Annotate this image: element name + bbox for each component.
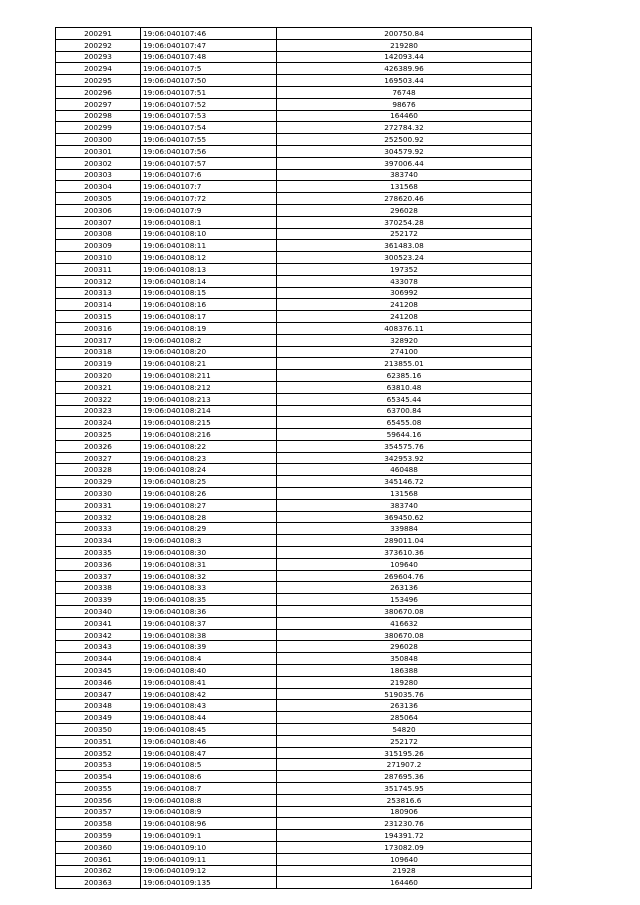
- table-row: [56, 145, 532, 157]
- cadastral-number-cell: 19:06:040108:15: [141, 287, 277, 299]
- cadastral-number-cell: 19:06:040109:10: [141, 841, 277, 853]
- row-id-cell: 200316: [56, 322, 141, 334]
- value-cell: 180906: [277, 806, 532, 818]
- table-row: [56, 747, 532, 759]
- row-id-cell: 200342: [56, 629, 141, 641]
- row-id-cell: 200300: [56, 134, 141, 146]
- cadastral-number-cell: 19:06:040108:24: [141, 464, 277, 476]
- cadastral-number-cell: 19:06:040107:55: [141, 134, 277, 146]
- cadastral-number-cell: 19:06:040108:14: [141, 275, 277, 287]
- value-cell: 186388: [277, 665, 532, 677]
- cadastral-number-cell: 19:06:040108:215: [141, 417, 277, 429]
- row-id-cell: 200321: [56, 381, 141, 393]
- cadastral-number-cell: 19:06:040108:96: [141, 818, 277, 830]
- table-row: [56, 523, 532, 535]
- table-row: [56, 322, 532, 334]
- row-id-cell: 200338: [56, 582, 141, 594]
- table-row: [56, 393, 532, 405]
- value-cell: 361483.08: [277, 240, 532, 252]
- table-row: [56, 511, 532, 523]
- table-row: [56, 287, 532, 299]
- cadastral-number-cell: 19:06:040108:31: [141, 558, 277, 570]
- cadastral-number-cell: 19:06:040108:39: [141, 641, 277, 653]
- row-id-cell: 200359: [56, 830, 141, 842]
- table-row: [56, 440, 532, 452]
- value-cell: 164460: [277, 877, 532, 889]
- value-cell: 383740: [277, 169, 532, 181]
- row-id-cell: 200363: [56, 877, 141, 889]
- value-cell: 219280: [277, 676, 532, 688]
- row-id-cell: 200352: [56, 747, 141, 759]
- value-cell: 296028: [277, 204, 532, 216]
- cadastral-number-cell: 19:06:040107:52: [141, 98, 277, 110]
- row-id-cell: 200351: [56, 735, 141, 747]
- cadastral-number-cell: 19:06:040108:36: [141, 606, 277, 618]
- table-row: [56, 169, 532, 181]
- table-row: [56, 216, 532, 228]
- value-cell: 63810.48: [277, 381, 532, 393]
- value-cell: 285064: [277, 712, 532, 724]
- table-row: [56, 204, 532, 216]
- value-cell: 274100: [277, 346, 532, 358]
- table-row: [56, 63, 532, 75]
- cadastral-number-cell: 19:06:040108:212: [141, 381, 277, 393]
- cadastral-number-cell: 19:06:040108:2: [141, 334, 277, 346]
- table-row: [56, 830, 532, 842]
- table-row: [56, 263, 532, 275]
- value-cell: 296028: [277, 641, 532, 653]
- row-id-cell: 200328: [56, 464, 141, 476]
- row-id-cell: 200337: [56, 570, 141, 582]
- row-id-cell: 200299: [56, 122, 141, 134]
- row-id-cell: 200340: [56, 606, 141, 618]
- table-row: [56, 582, 532, 594]
- cadastral-number-cell: 19:06:040107:53: [141, 110, 277, 122]
- row-id-cell: 200292: [56, 39, 141, 51]
- value-cell: 131568: [277, 181, 532, 193]
- row-id-cell: 200353: [56, 759, 141, 771]
- cadastral-number-cell: 19:06:040109:12: [141, 865, 277, 877]
- row-id-cell: 200320: [56, 370, 141, 382]
- cadastral-number-cell: 19:06:040108:5: [141, 759, 277, 771]
- value-cell: 342953.92: [277, 452, 532, 464]
- table-row: [56, 653, 532, 665]
- cadastral-number-cell: 19:06:040108:44: [141, 712, 277, 724]
- table-row: [56, 134, 532, 146]
- cadastral-number-cell: 19:06:040107:46: [141, 28, 277, 40]
- row-id-cell: 200309: [56, 240, 141, 252]
- cadastral-number-cell: 19:06:040108:23: [141, 452, 277, 464]
- table-row: [56, 370, 532, 382]
- table-row: [56, 51, 532, 63]
- cadastral-number-cell: 19:06:040108:37: [141, 617, 277, 629]
- value-cell: 380670.08: [277, 629, 532, 641]
- cadastral-number-cell: 19:06:040108:211: [141, 370, 277, 382]
- cadastral-number-cell: 19:06:040108:19: [141, 322, 277, 334]
- value-cell: 328920: [277, 334, 532, 346]
- table-row: [56, 381, 532, 393]
- table-row: [56, 794, 532, 806]
- table-row: [56, 252, 532, 264]
- value-cell: 383740: [277, 499, 532, 511]
- table-row: [56, 98, 532, 110]
- value-cell: 350848: [277, 653, 532, 665]
- row-id-cell: 200325: [56, 429, 141, 441]
- value-cell: 408376.11: [277, 322, 532, 334]
- row-id-cell: 200343: [56, 641, 141, 653]
- value-cell: 54820: [277, 724, 532, 736]
- table-row: [56, 558, 532, 570]
- row-id-cell: 200330: [56, 488, 141, 500]
- table-row: [56, 75, 532, 87]
- table-row: [56, 877, 532, 889]
- row-id-cell: 200315: [56, 311, 141, 323]
- value-cell: 62385.16: [277, 370, 532, 382]
- row-id-cell: 200317: [56, 334, 141, 346]
- value-cell: 253816.6: [277, 794, 532, 806]
- cadastral-number-cell: 19:06:040107:7: [141, 181, 277, 193]
- cadastral-number-cell: 19:06:040108:214: [141, 405, 277, 417]
- cadastral-number-cell: 19:06:040108:13: [141, 263, 277, 275]
- value-cell: 76748: [277, 86, 532, 98]
- value-cell: 369450.62: [277, 511, 532, 523]
- row-id-cell: 200362: [56, 865, 141, 877]
- cadastral-number-cell: 19:06:040107:9: [141, 204, 277, 216]
- row-id-cell: 200297: [56, 98, 141, 110]
- row-id-cell: 200319: [56, 358, 141, 370]
- table-row: [56, 488, 532, 500]
- cadastral-number-cell: 19:06:040108:16: [141, 299, 277, 311]
- table-row: [56, 39, 532, 51]
- cadastral-number-cell: 19:06:040108:33: [141, 582, 277, 594]
- cadastral-number-cell: 19:06:040108:41: [141, 676, 277, 688]
- cadastral-number-cell: 19:06:040108:3: [141, 535, 277, 547]
- value-cell: 345146.72: [277, 476, 532, 488]
- row-id-cell: 200361: [56, 853, 141, 865]
- cadastral-number-cell: 19:06:040108:42: [141, 688, 277, 700]
- table-row: [56, 547, 532, 559]
- value-cell: 65345.44: [277, 393, 532, 405]
- value-cell: 21928: [277, 865, 532, 877]
- row-id-cell: 200339: [56, 594, 141, 606]
- table-row: [56, 193, 532, 205]
- row-id-cell: 200333: [56, 523, 141, 535]
- row-id-cell: 200303: [56, 169, 141, 181]
- cadastral-number-cell: 19:06:040108:28: [141, 511, 277, 523]
- row-id-cell: 200329: [56, 476, 141, 488]
- value-cell: 263136: [277, 582, 532, 594]
- table-row: [56, 841, 532, 853]
- value-cell: 351745.95: [277, 783, 532, 795]
- table-row: [56, 499, 532, 511]
- cadastral-number-cell: 19:06:040107:56: [141, 145, 277, 157]
- value-cell: 65455.08: [277, 417, 532, 429]
- value-cell: 194391.72: [277, 830, 532, 842]
- cadastral-number-cell: 19:06:040108:7: [141, 783, 277, 795]
- cadastral-number-cell: 19:06:040108:11: [141, 240, 277, 252]
- table-row: [56, 228, 532, 240]
- table-row: [56, 28, 532, 40]
- row-id-cell: 200301: [56, 145, 141, 157]
- value-cell: 370254.28: [277, 216, 532, 228]
- row-id-cell: 200294: [56, 63, 141, 75]
- table-row: [56, 665, 532, 677]
- value-cell: 306992: [277, 287, 532, 299]
- row-id-cell: 200347: [56, 688, 141, 700]
- value-cell: 213855.01: [277, 358, 532, 370]
- table-row: [56, 311, 532, 323]
- value-cell: 289011.04: [277, 535, 532, 547]
- value-cell: 109640: [277, 853, 532, 865]
- cadastral-number-cell: 19:06:040109:11: [141, 853, 277, 865]
- table-row: [56, 181, 532, 193]
- value-cell: 98676: [277, 98, 532, 110]
- row-id-cell: 200293: [56, 51, 141, 63]
- cadastral-number-cell: 19:06:040108:216: [141, 429, 277, 441]
- cadastral-number-cell: 19:06:040108:47: [141, 747, 277, 759]
- table-row: [56, 712, 532, 724]
- row-id-cell: 200327: [56, 452, 141, 464]
- row-id-cell: 200358: [56, 818, 141, 830]
- table-row: [56, 417, 532, 429]
- cadastral-number-cell: 19:06:040109:135: [141, 877, 277, 889]
- cadastral-number-cell: 19:06:040107:72: [141, 193, 277, 205]
- table-row: [56, 157, 532, 169]
- value-cell: 59644.16: [277, 429, 532, 441]
- table-row: [56, 783, 532, 795]
- cadastral-number-cell: 19:06:040108:40: [141, 665, 277, 677]
- table-row: [56, 86, 532, 98]
- cadastral-number-cell: 19:06:040108:6: [141, 771, 277, 783]
- value-cell: 241208: [277, 311, 532, 323]
- value-cell: 287695.36: [277, 771, 532, 783]
- cadastral-number-cell: 19:06:040108:1: [141, 216, 277, 228]
- value-cell: 339884: [277, 523, 532, 535]
- row-id-cell: 200345: [56, 665, 141, 677]
- value-cell: 460488: [277, 464, 532, 476]
- value-cell: 109640: [277, 558, 532, 570]
- value-cell: 252172: [277, 735, 532, 747]
- cadastral-number-cell: 19:06:040107:50: [141, 75, 277, 87]
- cadastral-number-cell: 19:06:040108:8: [141, 794, 277, 806]
- value-cell: 397006.44: [277, 157, 532, 169]
- cadastral-number-cell: 19:06:040109:1: [141, 830, 277, 842]
- table-row: [56, 346, 532, 358]
- row-id-cell: 200314: [56, 299, 141, 311]
- table-row: [56, 334, 532, 346]
- value-cell: 231230.76: [277, 818, 532, 830]
- cadastral-number-cell: 19:06:040108:35: [141, 594, 277, 606]
- table-row: [56, 358, 532, 370]
- value-cell: 380670.08: [277, 606, 532, 618]
- value-cell: 269604.76: [277, 570, 532, 582]
- table-row: [56, 452, 532, 464]
- cadastral-number-cell: 19:06:040107:6: [141, 169, 277, 181]
- cadastral-number-cell: 19:06:040108:10: [141, 228, 277, 240]
- value-cell: 169503.44: [277, 75, 532, 87]
- row-id-cell: 200312: [56, 275, 141, 287]
- table-row: [56, 700, 532, 712]
- row-id-cell: 200341: [56, 617, 141, 629]
- cadastral-number-cell: 19:06:040107:51: [141, 86, 277, 98]
- row-id-cell: 200310: [56, 252, 141, 264]
- row-id-cell: 200307: [56, 216, 141, 228]
- cadastral-number-cell: 19:06:040108:22: [141, 440, 277, 452]
- value-cell: 426389.96: [277, 63, 532, 75]
- cadastral-number-cell: 19:06:040108:21: [141, 358, 277, 370]
- value-cell: 252500.92: [277, 134, 532, 146]
- table-row: [56, 641, 532, 653]
- row-id-cell: 200306: [56, 204, 141, 216]
- value-cell: 304579.92: [277, 145, 532, 157]
- row-id-cell: 200357: [56, 806, 141, 818]
- row-id-cell: 200360: [56, 841, 141, 853]
- table-row: [56, 429, 532, 441]
- cadastral-number-cell: 19:06:040108:45: [141, 724, 277, 736]
- row-id-cell: 200356: [56, 794, 141, 806]
- table-row: [56, 617, 532, 629]
- row-id-cell: 200334: [56, 535, 141, 547]
- value-cell: 271907.2: [277, 759, 532, 771]
- value-cell: 200750.84: [277, 28, 532, 40]
- cadastral-number-cell: 19:06:040108:29: [141, 523, 277, 535]
- row-id-cell: 200311: [56, 263, 141, 275]
- value-cell: 315195.26: [277, 747, 532, 759]
- cadastral-number-cell: 19:06:040108:30: [141, 547, 277, 559]
- row-id-cell: 200350: [56, 724, 141, 736]
- table-row: [56, 606, 532, 618]
- cadastral-number-cell: 19:06:040108:46: [141, 735, 277, 747]
- value-cell: 63700.84: [277, 405, 532, 417]
- row-id-cell: 200336: [56, 558, 141, 570]
- value-cell: 354575.76: [277, 440, 532, 452]
- cadastral-number-cell: 19:06:040108:17: [141, 311, 277, 323]
- row-id-cell: 200295: [56, 75, 141, 87]
- table-row: [56, 759, 532, 771]
- value-cell: 252172: [277, 228, 532, 240]
- value-cell: 278620.46: [277, 193, 532, 205]
- row-id-cell: 200332: [56, 511, 141, 523]
- data-table: [55, 27, 532, 889]
- row-id-cell: 200331: [56, 499, 141, 511]
- cadastral-number-cell: 19:06:040107:48: [141, 51, 277, 63]
- row-id-cell: 200322: [56, 393, 141, 405]
- value-cell: 197352: [277, 263, 532, 275]
- cadastral-number-cell: 19:06:040108:12: [141, 252, 277, 264]
- cadastral-number-cell: 19:06:040108:25: [141, 476, 277, 488]
- row-id-cell: 200302: [56, 157, 141, 169]
- table-row: [56, 865, 532, 877]
- table-row: [56, 688, 532, 700]
- row-id-cell: 200355: [56, 783, 141, 795]
- value-cell: 433078: [277, 275, 532, 287]
- row-id-cell: 200349: [56, 712, 141, 724]
- table-row: [56, 806, 532, 818]
- row-id-cell: 200308: [56, 228, 141, 240]
- cadastral-number-cell: 19:06:040107:57: [141, 157, 277, 169]
- cadastral-number-cell: 19:06:040108:213: [141, 393, 277, 405]
- value-cell: 164460: [277, 110, 532, 122]
- table-row: [56, 771, 532, 783]
- table-row: [56, 464, 532, 476]
- row-id-cell: 200354: [56, 771, 141, 783]
- row-id-cell: 200344: [56, 653, 141, 665]
- value-cell: 519035.76: [277, 688, 532, 700]
- table-row: [56, 853, 532, 865]
- cadastral-number-cell: 19:06:040107:47: [141, 39, 277, 51]
- table-row: [56, 299, 532, 311]
- row-id-cell: 200326: [56, 440, 141, 452]
- table-row: [56, 594, 532, 606]
- cadastral-number-cell: 19:06:040108:27: [141, 499, 277, 511]
- cadastral-number-cell: 19:06:040108:32: [141, 570, 277, 582]
- value-cell: 142093.44: [277, 51, 532, 63]
- table-row: [56, 724, 532, 736]
- row-id-cell: 200296: [56, 86, 141, 98]
- row-id-cell: 200346: [56, 676, 141, 688]
- table-row: [56, 676, 532, 688]
- table-row: [56, 110, 532, 122]
- row-id-cell: 200323: [56, 405, 141, 417]
- table-row: [56, 476, 532, 488]
- cadastral-number-cell: 19:06:040107:54: [141, 122, 277, 134]
- value-cell: 131568: [277, 488, 532, 500]
- value-cell: 173082.09: [277, 841, 532, 853]
- row-id-cell: 200305: [56, 193, 141, 205]
- table-row: [56, 122, 532, 134]
- table-row: [56, 818, 532, 830]
- row-id-cell: 200313: [56, 287, 141, 299]
- table-row: [56, 735, 532, 747]
- value-cell: 153496: [277, 594, 532, 606]
- cadastral-number-cell: 19:06:040108:9: [141, 806, 277, 818]
- cadastral-number-cell: 19:06:040108:26: [141, 488, 277, 500]
- row-id-cell: 200324: [56, 417, 141, 429]
- cadastral-number-cell: 19:06:040108:4: [141, 653, 277, 665]
- row-id-cell: 200304: [56, 181, 141, 193]
- value-cell: 416632: [277, 617, 532, 629]
- table-row: [56, 240, 532, 252]
- row-id-cell: 200335: [56, 547, 141, 559]
- data-table-body: [56, 28, 532, 889]
- table-row: [56, 405, 532, 417]
- value-cell: 300523.24: [277, 252, 532, 264]
- value-cell: 219280: [277, 39, 532, 51]
- value-cell: 272784.32: [277, 122, 532, 134]
- table-row: [56, 629, 532, 641]
- table-row: [56, 535, 532, 547]
- table-row: [56, 570, 532, 582]
- cadastral-number-cell: 19:06:040108:20: [141, 346, 277, 358]
- value-cell: 373610.36: [277, 547, 532, 559]
- row-id-cell: 200298: [56, 110, 141, 122]
- row-id-cell: 200291: [56, 28, 141, 40]
- value-cell: 241208: [277, 299, 532, 311]
- row-id-cell: 200348: [56, 700, 141, 712]
- cadastral-number-cell: 19:06:040107:5: [141, 63, 277, 75]
- cadastral-number-cell: 19:06:040108:38: [141, 629, 277, 641]
- cadastral-number-cell: 19:06:040108:43: [141, 700, 277, 712]
- table-row: [56, 275, 532, 287]
- value-cell: 263136: [277, 700, 532, 712]
- row-id-cell: 200318: [56, 346, 141, 358]
